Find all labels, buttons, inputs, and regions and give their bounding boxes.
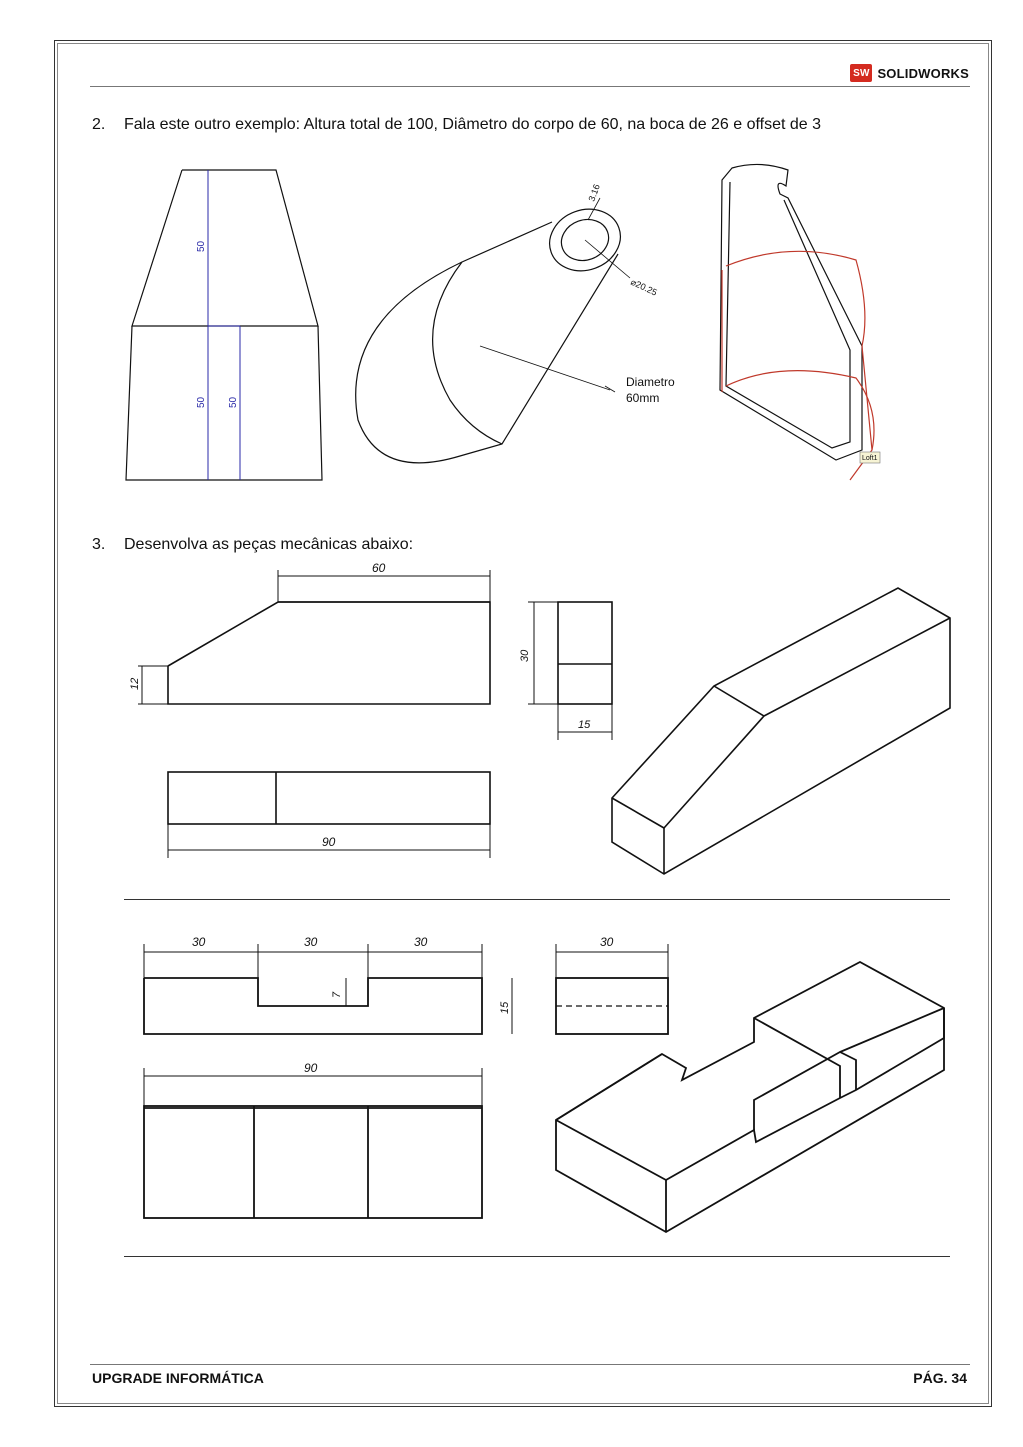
- dim-30-side: 30: [600, 935, 614, 949]
- callout-line-1: Diametro: [626, 375, 675, 389]
- part1-isometric: [612, 588, 950, 874]
- frustum-sketch: [126, 170, 322, 480]
- cone-figures: [110, 160, 910, 490]
- dim-90: 90: [322, 835, 336, 849]
- part1-top-view: [168, 772, 490, 858]
- dim-60: 60: [372, 561, 386, 575]
- footer-rule: [90, 1364, 970, 1365]
- part1-side-view: [519, 602, 612, 740]
- dim-wall-label: 3.16: [586, 182, 602, 203]
- header-rule: [90, 86, 970, 87]
- part1-front-view: [129, 561, 490, 704]
- header-brand: [850, 64, 969, 82]
- item-3: [92, 536, 413, 554]
- part2-drawings: [120, 930, 970, 1240]
- part2-isometric: [556, 962, 944, 1232]
- separator-rule-2: [124, 1256, 950, 1257]
- separator-rule: [124, 899, 950, 900]
- loft-section: [720, 164, 880, 480]
- part2-front-view: [144, 935, 512, 1034]
- dim-30-b: 30: [304, 935, 318, 949]
- dim-12: 12: [129, 677, 141, 690]
- part2-side-view: [556, 935, 668, 1034]
- dim-90-part2: 90: [304, 1061, 318, 1075]
- item-2: [92, 116, 821, 134]
- dim-top-label: 50: [196, 240, 207, 252]
- dim-30-c: 30: [414, 935, 428, 949]
- dim-7: 7: [331, 991, 343, 998]
- dim-bottom-right-label: 50: [228, 396, 239, 408]
- dim-30: 30: [519, 649, 531, 662]
- loft-tag: Loft1: [862, 455, 878, 462]
- item-number: 3.: [92, 536, 106, 553]
- dim-30-a: 30: [192, 935, 206, 949]
- dim-15: 15: [499, 1001, 511, 1014]
- cone-3d: [356, 183, 675, 463]
- dim-15: 15: [578, 719, 591, 731]
- footer-page-number: PÁG. 34: [913, 1370, 967, 1386]
- item-text: Desenvolva as peças mecânicas abaixo:: [124, 536, 414, 553]
- brand-name: SOLIDWORKS: [877, 65, 969, 81]
- solidworks-logo-icon: SW: [850, 64, 872, 82]
- part2-top-view: [144, 1061, 482, 1218]
- item-text: Fala este outro exemplo: Altura total de 100, Diâmetro do corpo de 60, na boca de 26 e offset de 3: [124, 116, 822, 133]
- callout-line-2: 60mm: [626, 391, 660, 405]
- dim-mouth-label: ⌀20.25: [629, 276, 659, 298]
- item-number: 2.: [92, 116, 106, 133]
- dim-bottom-left-label: 50: [196, 396, 207, 408]
- footer-left: UPGRADE INFORMÁTICA: [92, 1370, 264, 1386]
- part1-drawings: [120, 560, 970, 880]
